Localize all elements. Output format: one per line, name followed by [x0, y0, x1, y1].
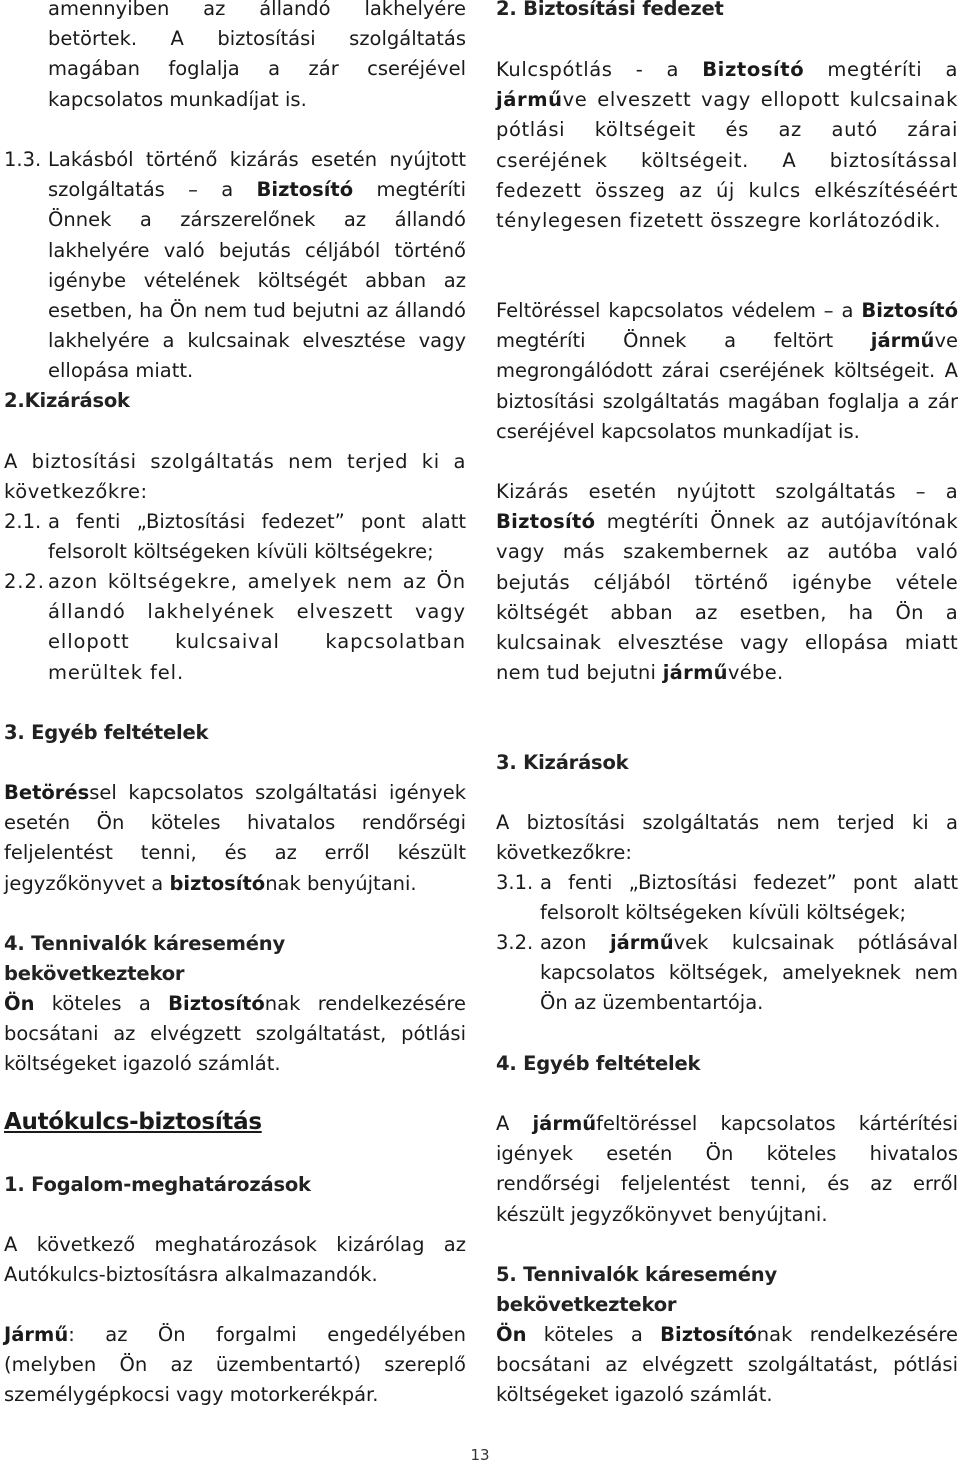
- paragraph-kizarasok-intro: A biztosítási szolgáltatás nem terjed ki a következőkre:: [4, 450, 466, 504]
- heading-biztositasi-fedezet: 2. Biztosítási fedezet: [496, 0, 724, 20]
- paragraph-feltores: Feltöréssel kapcsolatos védelem – a Biztosító megtéríti Önnek a feltört járműve megrongálódott zárai cseréjének költségeit. A biztosítási szolgáltatás magában foglalja a zár cseréjével kapcsolatos munkadíjat is.: [496, 299, 958, 443]
- list-number: 2.2.: [4, 570, 45, 593]
- heading-fogalom-meghatarozasok: 1. Fogalom-meghatározások: [4, 1173, 311, 1196]
- list-item-3-1: 3.1. a fenti „Biztosítási fedezet” pont alatt felsorolt költségeken kívüli költségek;: [496, 868, 958, 928]
- heading-kizarasok-right: 3. Kizárások: [496, 751, 629, 774]
- list-number: 3.2.: [496, 931, 534, 954]
- paragraph-egyeb-feltetelek-right: A járműfeltöréssel kapcsolatos kártérítési igények esetén Ön köteles hivatalos rendőrségi feljelentést tenni, és az erről készült jegyzőkönyvet benyújtani.: [496, 1112, 958, 1226]
- paragraph-kizaras-szolgaltatas: Kizárás esetén nyújtott szolgáltatás – a Biztosító megtéríti Önnek az autójavítónak vagy más szakembernek az autóba való bejutás céljából történő igénybe vétele költségét abban az esetben, ha Ön a kulcsainak elvesztése vagy ellopása miatt nem tud bejutni járművébe.: [496, 480, 958, 685]
- paragraph-egyeb-feltetelek: Betöréssel kapcsolatos szolgáltatási igények esetén Ön köteles hivatalos rendőrségi feljelentést tenni, és az erről készült jegyzőkönyvet a biztosítónak benyújtani.: [4, 781, 466, 895]
- heading-egyeb-feltetelek-right: 4. Egyéb feltételek: [496, 1052, 701, 1075]
- paragraph-lakas-continuation: amennyiben az állandó lakhelyére betörtek. A biztosítási szolgáltatás magában foglalja a zár cseréjével kapcsolatos munkadíjat is.: [48, 0, 466, 111]
- list-item-1-3: 1.3. Lakásból történő kizárás esetén nyújtott szolgáltatás – a Biztosító megtéríti Önnek a zárszerelőnek az állandó lakhelyére való bejutás céljából történő igénybe vételének költségét abban az esetben, ha Ön nem tud bejutni az állandó lakhelyére a kulcsainak elvesztése vagy ellopása miatt.: [4, 145, 466, 387]
- paragraph-tennivalok-right: Ön köteles a Biztosítónak rendelkezésére bocsátani az elvégzett szolgáltatást, pótlási költségeket igazoló számlát.: [496, 1323, 958, 1407]
- heading-tennivalok: 4. Tennivalók káresemény bekövetkeztekor: [4, 932, 285, 986]
- heading-egyeb-feltetelek: 3. Egyéb feltételek: [4, 721, 209, 744]
- paragraph-kizarasok-intro-right: A biztosítási szolgáltatás nem terjed ki a következőkre:: [496, 811, 958, 865]
- list-item-2-1: 2.1. a fenti „Biztosítási fedezet” pont alatt felsorolt költségeken kívüli költségekre;: [4, 507, 466, 567]
- page-number: 13: [470, 1446, 490, 1464]
- paragraph-kulcspotlas: Kulcspótlás - a Biztosító megtéríti a járműve elveszett vagy ellopott kulcsainak pótlási költségeit és az autó zárai cseréjének költségeit. A biztosítással fedezett összeg az új kulcs elkészítéséért ténylegesen fizetett összegre korlátozódik.: [496, 58, 958, 233]
- heading-tennivalok-right: 5. Tennivalók káresemény bekövetkeztekor: [496, 1263, 777, 1317]
- paragraph-jarmu-definition: Jármű: az Ön forgalmi engedélyében (melyben Ön az üzembentartó) szereplő személygépkocsi vagy motorkerékpár.: [4, 1323, 466, 1407]
- list-number: 2.1.: [4, 510, 42, 533]
- paragraph-fogalom: A következő meghatározások kizárólag az Autókulcs-biztosításra alkalmazandók.: [4, 1233, 466, 1287]
- list-number: 3.1.: [496, 871, 534, 894]
- paragraph-tennivalok: Ön köteles a Biztosítónak rendelkezésére bocsátani az elvégzett szolgáltatást, pótlási költségeket igazoló számlát.: [4, 992, 466, 1076]
- list-number: 1.3.: [4, 148, 42, 171]
- list-item-2-2: 2.2. azon költségekre, amelyek nem az Ön állandó lakhelyének elveszett vagy ellopott kulcsaival kapcsolatban merültek fel.: [4, 567, 466, 688]
- heading-autokulcs-biztositas: Autókulcs-biztosítás: [4, 1109, 262, 1135]
- heading-kizarasok: 2.Kizárások: [4, 389, 130, 412]
- list-item-3-2: 3.2. azon járművek kulcsainak pótlásával kapcsolatos költségek, amelyeknek nem Ön az üzembentartója.: [496, 928, 958, 1019]
